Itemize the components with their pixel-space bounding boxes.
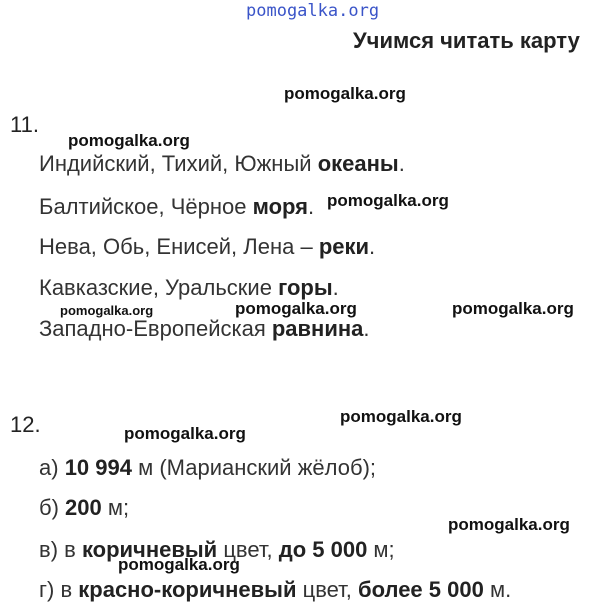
line-tail: . — [369, 234, 376, 259]
answer-suffix: м; — [101, 495, 130, 520]
task-11-line-plain — [39, 316, 370, 342]
line-text: Индийский, Тихий, Южный — [39, 151, 318, 176]
answer-value: 10 994 — [64, 455, 132, 480]
answer-suffix: м (Марианский жёлоб); — [131, 455, 377, 480]
task-11-number: 11. — [10, 112, 39, 137]
line-bold: реки — [318, 234, 370, 259]
answer-prefix: б) — [39, 495, 66, 520]
answer-prefix: в) в — [39, 537, 82, 562]
line-bold: горы — [278, 275, 333, 300]
watermark: pomogalka.org — [124, 424, 246, 443]
site-header-link[interactable]: pomogalka.org — [246, 1, 380, 21]
page-title: Учимся читать карту — [353, 28, 580, 53]
line-text: Кавказские, Уральские — [39, 275, 279, 300]
answer-color: коричневый — [81, 537, 218, 562]
watermark: pomogalka.org — [235, 299, 357, 318]
task-12-answer-a — [39, 455, 376, 481]
watermark: pomogalka.org — [68, 131, 190, 150]
line-text: Балтийское, Чёрное — [39, 194, 253, 219]
answer-prefix: г) в — [39, 577, 79, 602]
line-tail: . — [398, 151, 405, 176]
answer-suffix: м; — [367, 537, 395, 562]
watermark: pomogalka.org — [452, 299, 574, 318]
line-bold: моря — [252, 194, 309, 219]
line-text: Западно-Европейская — [39, 316, 272, 341]
answer-prefix: а) — [39, 455, 65, 480]
line-tail: . — [308, 194, 315, 219]
answer-value: 200 — [65, 495, 102, 520]
watermark: pomogalka.org — [284, 84, 406, 103]
line-tail: . — [363, 316, 370, 341]
watermark: pomogalka.org — [327, 191, 449, 210]
answer-suffix: м. — [483, 577, 512, 602]
answer-value: до 5 000 — [278, 537, 368, 562]
task-11-line-mountains — [39, 275, 339, 301]
task-12-answer-d — [39, 577, 511, 603]
watermark: pomogalka.org — [118, 555, 240, 574]
line-bold: равнина — [271, 316, 364, 341]
line-text: Нева, Обь, Енисей, Лена – — [39, 234, 319, 259]
answer-value: более 5 000 — [358, 577, 484, 602]
line-bold: океаны — [317, 151, 399, 176]
task-12-number: 12. — [10, 412, 41, 437]
task-11-line-rivers — [39, 234, 375, 260]
task-11-line-seas — [39, 194, 314, 220]
answer-middle: цвет, — [217, 537, 279, 562]
line-tail: . — [332, 275, 339, 300]
task-12-answer-b — [39, 495, 129, 521]
answer-color: красно-коричневый — [78, 577, 297, 602]
answer-middle: цвет, — [296, 577, 359, 602]
task-11-line-oceans — [39, 151, 405, 177]
watermark: pomogalka.org — [448, 515, 570, 534]
watermark: pomogalka.org — [60, 303, 154, 318]
watermark: pomogalka.org — [340, 407, 462, 426]
